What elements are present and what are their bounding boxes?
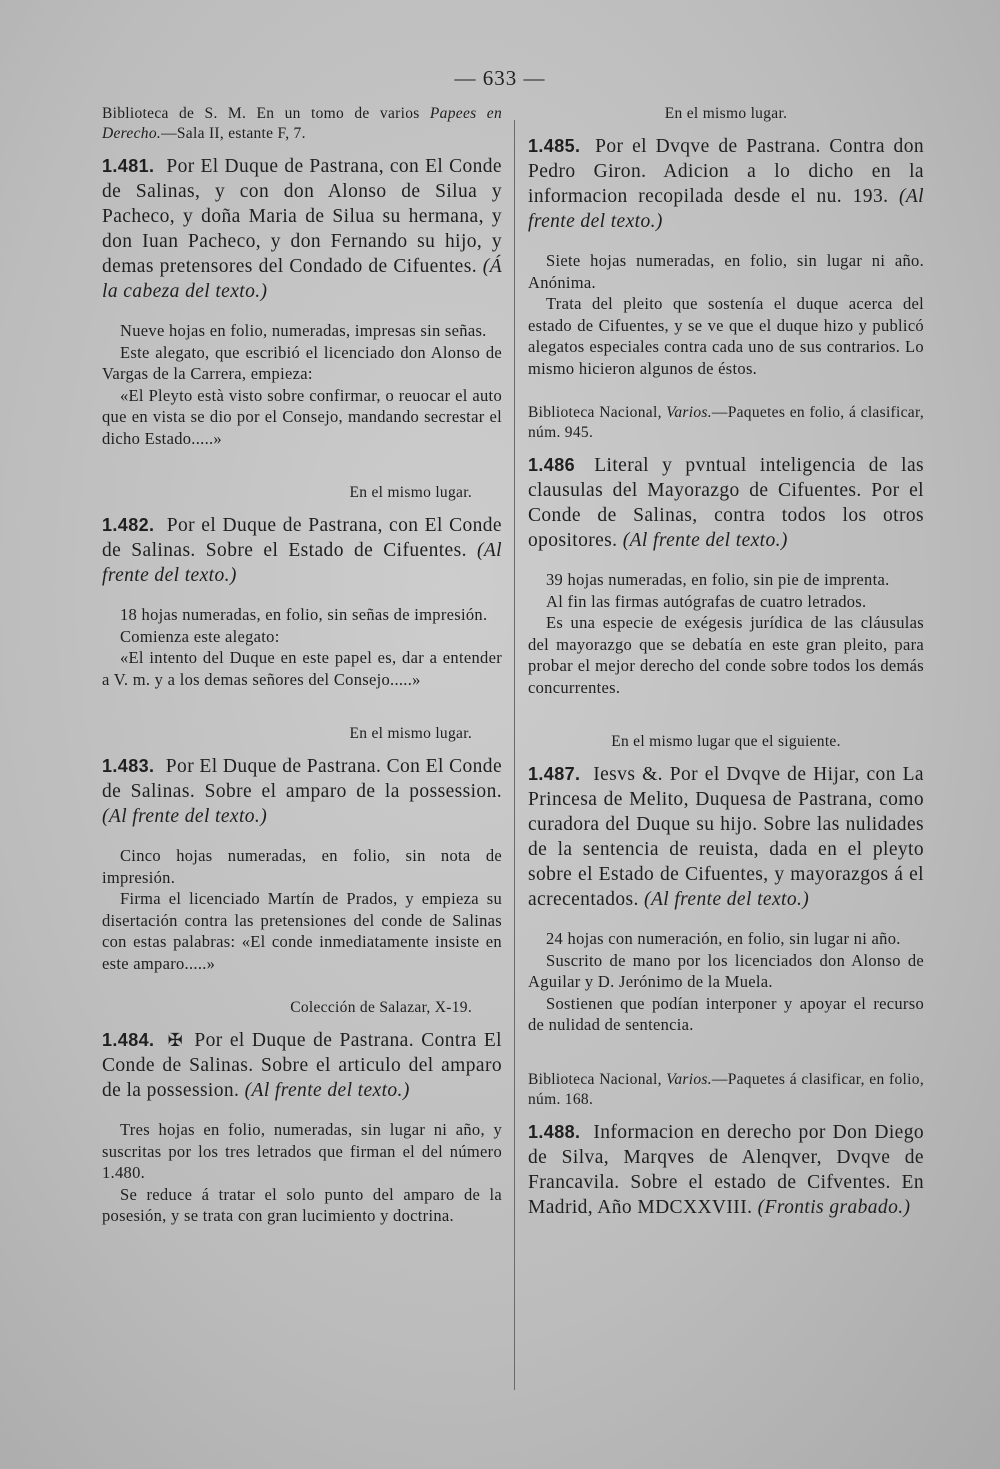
description-paragraph: Es una especie de exégesis jurídica de las cláusulas del mayorazgo que se debatía en este gran pleito, para probar el mejor derecho del conde sobre todos los demás concurrentes. (528, 613, 924, 697)
entry-1487-description (528, 928, 924, 1036)
description-paragraph: Trata del pleito que sostenía el duque acerca del estado de Cifuentes, y se ve que el duque hizo y publicó alegatos especiales contra cada uno de sus contrarios. Lo mismo hicieron algunos de éstos. (528, 294, 924, 378)
description-paragraph: «El Pleyto està visto sobre confirmar, o reuocar el auto que en vista se dio por el Consejo, mandando secrestar el dicho Estado.....» (102, 385, 502, 448)
description-paragraph: 39 hojas numeradas, en folio, sin pie de imprenta. (546, 570, 890, 589)
reference-place: Varios. (666, 1070, 712, 1088)
entry-number: 1.488. (528, 1121, 581, 1142)
entry-1485-description (528, 250, 924, 379)
reference-line: En el mismo lugar que el siguiente. (611, 733, 841, 750)
entry-number: 1.485. (528, 136, 581, 156)
entry-title-text: Iesvs &. Por el Dvqve de Hijar, con La Princesa de Melito, Duquesa de Pastrana, como curadora del Duque su hijo. Sobre las nulidades de la sentencia de reuista, dada en el pleyto sobre el Estado de Cifuentes, y mayorazgos á el acrecentados. (528, 764, 924, 910)
entry-title-text: Por el Duque de Pastrana, con El Conde de Salinas. Sobre el Estado de Cifuentes. (102, 515, 502, 561)
entry-1483-description (102, 845, 502, 974)
entry-1484-title (102, 1028, 502, 1103)
description-paragraph: Se reduce á tratar el solo punto del amparo de la posesión, y se trata con gran lucimiento y doctrina. (102, 1184, 502, 1225)
entry-1487-title (528, 762, 924, 912)
entry-1482-description (102, 604, 502, 690)
entry-number: 1.482. (102, 515, 155, 535)
entry-title-text: Literal y pvntual inteligencia de las clausulas del Mayorazgo de Cifuentes. Por el Conde de Salinas, contra todos los otros opositores. (528, 455, 924, 551)
description-paragraph: Comienza este alegato: (120, 626, 280, 646)
entry-1488-title (528, 1120, 924, 1220)
reference-place: Papees en Derecho. (102, 105, 502, 142)
entry-title-text: Por El Duque de Pastrana. Con El Conde de Salinas. Sobre el amparo de la possession. (102, 756, 502, 802)
description-paragraph: Firma el licenciado Martín de Prados, y empieza su disertación contra las pretensiones del conde de Salinas con estas palabras: «El conde inmediatamente insiste en este amparo.....» (102, 889, 502, 973)
entry-title-text: Por el Dvqve de Pastrana. Contra don Pedro Giron. Adicion a lo dicho en la informacion recopilada desde el nu. 193. (528, 136, 924, 207)
entry-1481-title (102, 154, 502, 304)
entry-number: 1.481. (102, 156, 155, 176)
reference-line: En el mismo lugar. (349, 484, 472, 501)
reference-line: En el mismo lugar. (349, 725, 472, 742)
description-paragraph: Siete hojas numeradas, en folio, sin lugar ni año. Anónima. (528, 251, 924, 292)
page-number: — 633 — (454, 66, 546, 90)
reference-prefix: Biblioteca de S. M. En un tomo de varios (102, 105, 430, 122)
reference-suffix: —Sala II, estante F, 7. (161, 125, 306, 142)
entry-title-text: Informacion en derecho por Don Diego de Silva, Marqves de Alenqver, Dvqve de Francavila. Sobre el estado de Cifventes. En Madrid, Año MDCXXVIII. (528, 1121, 924, 1218)
entry-number: 1.483. (102, 756, 155, 776)
left-column (102, 104, 502, 1239)
reference-line (528, 403, 924, 443)
description-paragraph: Cinco hojas numeradas, en folio, sin nota de impresión. (102, 846, 502, 887)
cross-icon: ✠ (167, 1030, 184, 1050)
entry-1485-title (528, 134, 924, 234)
reference-prefix: Biblioteca Nacional, (528, 404, 667, 421)
entry-note: (Al frente del texto.) (644, 889, 810, 910)
reference-line (102, 104, 502, 144)
description-paragraph: Suscrito de mano por los licenciados don Alonso de Aguilar y D. Jerónimo de la Muela. (528, 950, 924, 991)
entry-1481-description (102, 320, 502, 449)
entry-note: (Al frente del texto.) (528, 186, 924, 232)
entry-number: 1.486 (528, 455, 576, 475)
right-column (528, 104, 924, 1236)
description-paragraph: Nueve hojas en folio, numeradas, impresas sin señas. (120, 321, 487, 340)
description-paragraph: 24 hojas con numeración, en folio, sin lugar ni año. (546, 929, 901, 948)
entry-1482-title (102, 513, 502, 588)
entry-note: (Al frente del texto.) (244, 1080, 410, 1101)
reference-place: Varios. (666, 404, 712, 421)
entry-1484-description (102, 1119, 502, 1227)
entry-number: 1.487. (528, 764, 581, 784)
reference-suffix: —Paquetes á clasificar, en folio, núm. 168. (528, 1070, 924, 1108)
entry-1486-title (528, 453, 924, 553)
reference-suffix: —Paquetes en folio, á clasificar, núm. 945. (528, 404, 924, 441)
reference-line: En el mismo lugar. (664, 105, 788, 122)
entry-1486-description (528, 569, 924, 698)
reference-line: Colección de Salazar, X-19. (290, 999, 472, 1016)
entry-note: (Á la cabeza del texto.) (102, 256, 503, 302)
description-paragraph: «El intento del Duque en este papel es, dar a entender a V. m. y a los demas señores del Consejo.....» (102, 648, 502, 689)
description-paragraph: Sostienen que podían interponer y apoyar el recurso de nulidad de sentencia. (528, 993, 924, 1034)
entry-note: (Al frente del texto.) (622, 530, 788, 551)
reference-line (528, 1070, 924, 1110)
entry-title-text: Por El Duque de Pastrana, con El Conde de Salinas, y con don Alonso de Silua y Pacheco, y doña Maria de Silua su hermana, y don Iuan Pacheco, y don Fernando su hijo, y demas pretensores del Condado de Cifuentes. (102, 156, 502, 277)
entry-title-text: Por el Duque de Pastrana. Contra El Conde de Salinas. Sobre el articulo del amparo de la possession. (102, 1030, 503, 1101)
description-paragraph: Este alegato, que escribió el licenciado don Alonso de Vargas de la Carrera, empieza: (102, 342, 502, 383)
description-paragraph: 18 hojas numeradas, en folio, sin señas de impresión. (120, 605, 488, 624)
description-paragraph: Tres hojas en folio, numeradas, sin lugar ni año, y suscritas por los tres letrados que firman el del número 1.480. (102, 1120, 502, 1182)
entry-1483-title (102, 754, 502, 829)
column-divider (514, 120, 515, 1390)
entry-note: (Frontis grabado.) (757, 1196, 911, 1218)
entry-note: (Al frente del texto.) (102, 806, 268, 827)
reference-prefix: Biblioteca Nacional, (528, 1070, 667, 1088)
description-paragraph: Al fin las firmas autógrafas de cuatro letrados. (546, 591, 867, 611)
entry-note: (Al frente del texto.) (102, 540, 502, 586)
entry-number: 1.484. (102, 1030, 155, 1050)
